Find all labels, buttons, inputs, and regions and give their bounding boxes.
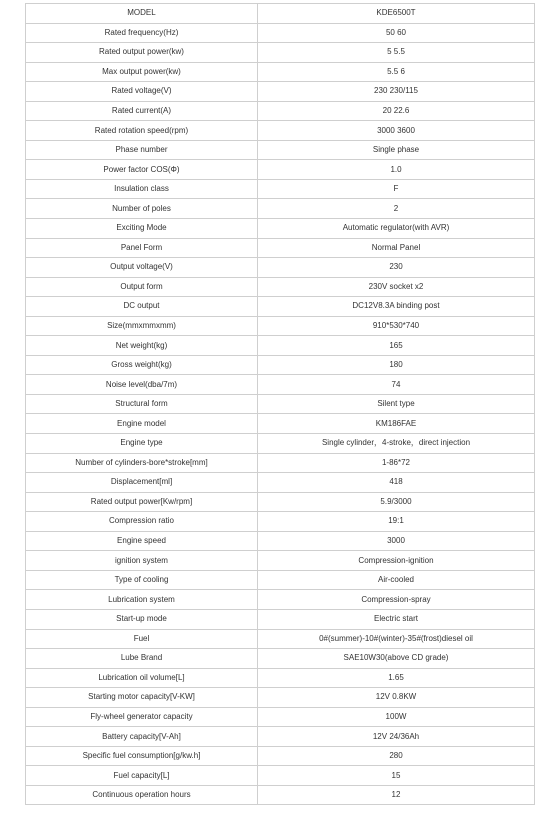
spec-label-cell: Panel Form [26, 238, 258, 258]
spec-label-cell: Displacement[ml] [26, 473, 258, 493]
spec-label-cell: Rated current(A) [26, 101, 258, 121]
spec-label-cell: Fly-wheel generator capacity [26, 707, 258, 727]
table-row [26, 551, 535, 571]
table-row [26, 62, 535, 82]
spec-value-cell: 180 [258, 355, 535, 375]
table-row [26, 707, 535, 727]
spec-value-cell: Air-cooled [258, 570, 535, 590]
spec-value-cell: Single cylinder，4-stroke，direct injection [258, 434, 535, 454]
spec-label-cell: Size(mmxmmxmm) [26, 316, 258, 336]
spec-value-cell: 74 [258, 375, 535, 395]
spec-label-cell: MODEL [26, 4, 258, 24]
spec-value-cell: Silent type [258, 394, 535, 414]
table-row [26, 4, 535, 24]
spec-value-cell: 19:1 [258, 512, 535, 532]
spec-label-cell: Start-up mode [26, 609, 258, 629]
spec-value-cell: F [258, 179, 535, 199]
table-row [26, 785, 535, 805]
spec-table-body [26, 4, 535, 805]
spec-label-cell: Type of cooling [26, 570, 258, 590]
spec-value-cell: 1.65 [258, 668, 535, 688]
spec-value-cell: 910*530*740 [258, 316, 535, 336]
table-row [26, 609, 535, 629]
table-row [26, 23, 535, 43]
table-row [26, 668, 535, 688]
table-row [26, 336, 535, 356]
spec-value-cell: 12V 0.8KW [258, 688, 535, 708]
table-row [26, 649, 535, 669]
table-row [26, 277, 535, 297]
spec-label-cell: Compression ratio [26, 512, 258, 532]
spec-value-cell: Normal Panel [258, 238, 535, 258]
spec-label-cell: Rated frequency(Hz) [26, 23, 258, 43]
spec-value-cell: KM186FAE [258, 414, 535, 434]
table-row [26, 121, 535, 141]
spec-label-cell: Rated voltage(V) [26, 82, 258, 102]
table-row [26, 394, 535, 414]
spec-value-cell: 0#(summer)-10#(winter)-35#(frost)diesel oil [258, 629, 535, 649]
spec-label-cell: DC output [26, 297, 258, 317]
spec-value-cell: 418 [258, 473, 535, 493]
spec-label-cell: Starting motor capacity[V-KW] [26, 688, 258, 708]
table-row [26, 199, 535, 219]
spec-label-cell: Fuel capacity[L] [26, 766, 258, 786]
spec-value-cell: SAE10W30(above CD grade) [258, 649, 535, 669]
table-row [26, 453, 535, 473]
spec-value-cell: Compression-ignition [258, 551, 535, 571]
table-row [26, 512, 535, 532]
table-row [26, 414, 535, 434]
table-row [26, 629, 535, 649]
spec-value-cell: 230 230/115 [258, 82, 535, 102]
table-row [26, 355, 535, 375]
spec-value-cell: 230 [258, 258, 535, 278]
spec-value-cell: 50 60 [258, 23, 535, 43]
spec-value-cell: 1-86*72 [258, 453, 535, 473]
table-row [26, 179, 535, 199]
spec-label-cell: Fuel [26, 629, 258, 649]
spec-label-cell: Gross weight(kg) [26, 355, 258, 375]
spec-value-cell: DC12V8.3A binding post [258, 297, 535, 317]
spec-value-cell: Electric start [258, 609, 535, 629]
spec-label-cell: Rated output power[Kw/rpm] [26, 492, 258, 512]
spec-value-cell: Compression-spray [258, 590, 535, 610]
spec-label-cell: ignition system [26, 551, 258, 571]
spec-label-cell: Max output power(kw) [26, 62, 258, 82]
table-row [26, 238, 535, 258]
table-row [26, 492, 535, 512]
spec-value-cell: 15 [258, 766, 535, 786]
table-row [26, 531, 535, 551]
table-row [26, 82, 535, 102]
spec-value-cell: 5 5.5 [258, 43, 535, 63]
spec-label-cell: Insulation class [26, 179, 258, 199]
spec-table [25, 3, 535, 805]
spec-label-cell: Output voltage(V) [26, 258, 258, 278]
spec-value-cell: 5.5 6 [258, 62, 535, 82]
table-row [26, 258, 535, 278]
table-row [26, 375, 535, 395]
table-row [26, 316, 535, 336]
spec-label-cell: Phase number [26, 140, 258, 160]
spec-label-cell: Lubrication system [26, 590, 258, 610]
table-row [26, 140, 535, 160]
spec-value-cell: KDE6500T [258, 4, 535, 24]
spec-label-cell: Rated rotation speed(rpm) [26, 121, 258, 141]
table-row [26, 688, 535, 708]
spec-value-cell: 280 [258, 746, 535, 766]
spec-label-cell: Engine speed [26, 531, 258, 551]
spec-value-cell: 165 [258, 336, 535, 356]
spec-label-cell: Number of poles [26, 199, 258, 219]
spec-label-cell: Engine type [26, 434, 258, 454]
spec-label-cell: Lubrication oil volume[L] [26, 668, 258, 688]
table-row [26, 43, 535, 63]
table-row [26, 297, 535, 317]
table-row [26, 727, 535, 747]
table-row [26, 473, 535, 493]
table-row [26, 101, 535, 121]
spec-label-cell: Engine model [26, 414, 258, 434]
spec-value-cell: 5.9/3000 [258, 492, 535, 512]
spec-value-cell: 1.0 [258, 160, 535, 180]
spec-label-cell: Number of cylinders-bore*stroke[mm] [26, 453, 258, 473]
spec-value-cell: Single phase [258, 140, 535, 160]
table-row [26, 570, 535, 590]
table-row [26, 746, 535, 766]
spec-value-cell: 100W [258, 707, 535, 727]
spec-label-cell: Noise level(dba/7m) [26, 375, 258, 395]
table-row [26, 160, 535, 180]
spec-value-cell: 2 [258, 199, 535, 219]
spec-label-cell: Lube Brand [26, 649, 258, 669]
spec-label-cell: Structural form [26, 394, 258, 414]
spec-value-cell: 230V socket x2 [258, 277, 535, 297]
spec-label-cell: Continuous operation hours [26, 785, 258, 805]
spec-value-cell: 3000 3600 [258, 121, 535, 141]
table-row [26, 590, 535, 610]
spec-value-cell: 12 [258, 785, 535, 805]
spec-label-cell: Net weight(kg) [26, 336, 258, 356]
spec-label-cell: Power factor COS(Φ) [26, 160, 258, 180]
table-row [26, 219, 535, 239]
spec-value-cell: 3000 [258, 531, 535, 551]
table-row [26, 434, 535, 454]
spec-label-cell: Rated output power(kw) [26, 43, 258, 63]
spec-value-cell: 20 22.6 [258, 101, 535, 121]
table-row [26, 766, 535, 786]
spec-label-cell: Exciting Mode [26, 219, 258, 239]
spec-value-cell: 12V 24/36Ah [258, 727, 535, 747]
spec-label-cell: Output form [26, 277, 258, 297]
spec-value-cell: Automatic regulator(with AVR) [258, 219, 535, 239]
spec-label-cell: Specific fuel consumption[g/kw.h] [26, 746, 258, 766]
spec-label-cell: Battery capacity[V-Ah] [26, 727, 258, 747]
